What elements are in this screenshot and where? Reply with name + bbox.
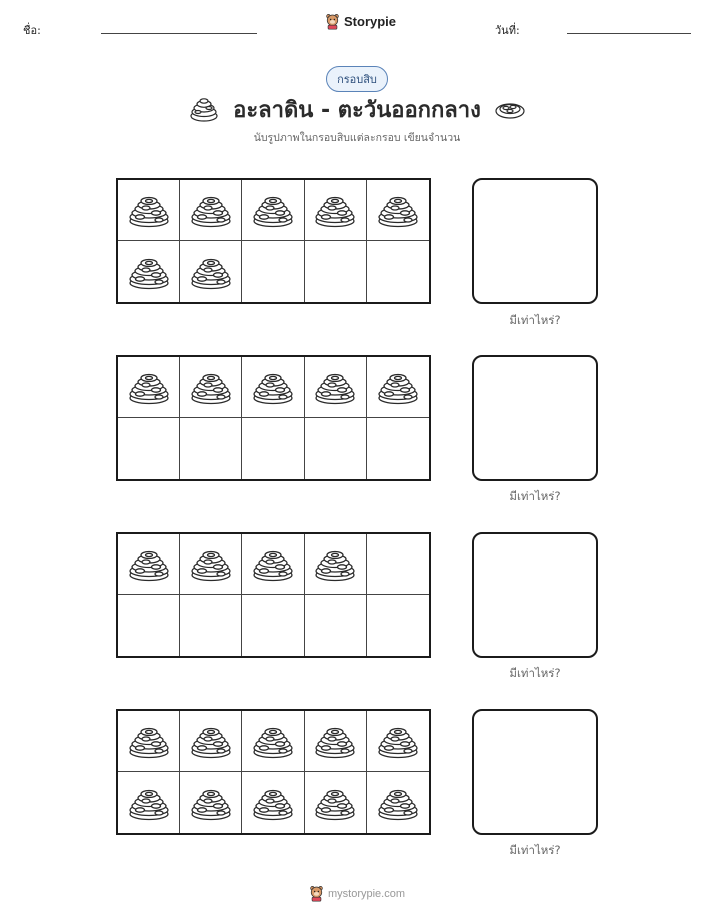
frame-cell xyxy=(305,180,367,241)
footer xyxy=(0,885,714,902)
frame-cell xyxy=(305,595,367,656)
frame-cell xyxy=(367,357,429,418)
frame-cell xyxy=(305,711,367,772)
frame-cell xyxy=(118,180,180,241)
frame-cell xyxy=(242,534,304,595)
frame-cell xyxy=(180,711,242,772)
frame-cell xyxy=(242,772,304,833)
frame-cell xyxy=(367,418,429,479)
frame-cell xyxy=(180,534,242,595)
coin-pile-icon xyxy=(127,367,171,407)
worksheet-type-badge: กรอบสิบ xyxy=(326,66,388,92)
coin-pile-icon xyxy=(251,367,295,407)
ten-frame-4 xyxy=(116,709,431,835)
ten-frame-1 xyxy=(116,178,431,304)
brand-logo xyxy=(325,13,396,30)
frame-cell xyxy=(367,772,429,833)
answer-box-1[interactable] xyxy=(472,178,598,304)
frame-cell xyxy=(242,595,304,656)
how-many-label-1: มีเท่าไหร่? xyxy=(509,313,561,327)
frame-cell xyxy=(118,418,180,479)
answer-box-4[interactable] xyxy=(472,709,598,835)
how-many-label-4: มีเท่าไหร่? xyxy=(509,843,561,857)
coin-pile-icon xyxy=(313,544,357,584)
frame-cell xyxy=(305,241,367,302)
frame-cell xyxy=(180,418,242,479)
coin-pile-icon xyxy=(313,721,357,761)
coin-pile-icon xyxy=(376,783,420,823)
frame-cell xyxy=(118,711,180,772)
coin-pile-icon xyxy=(127,190,171,230)
ten-frame-2 xyxy=(116,355,431,481)
coin-pile-icon xyxy=(127,721,171,761)
frame-cell xyxy=(180,357,242,418)
footer-url[interactable]: mystorypie.com xyxy=(327,887,406,900)
answer-box-2[interactable] xyxy=(472,355,598,481)
coin-pile-icon xyxy=(376,367,420,407)
frame-cell xyxy=(118,772,180,833)
answer-box-3[interactable] xyxy=(472,532,598,658)
frame-cell xyxy=(305,534,367,595)
coin-pile-icon xyxy=(189,721,233,761)
instructions: นับรูปภาพในกรอบสิบแต่ละกรอบ เขียนจำนวน xyxy=(253,132,461,144)
page-title: อะลาดิน - ตะวันออกกลาง xyxy=(233,97,481,123)
coin-pile-icon xyxy=(127,544,171,584)
coin-pile-icon xyxy=(127,252,171,292)
frame-cell xyxy=(118,534,180,595)
frame-cell xyxy=(305,418,367,479)
coin-pile-icon xyxy=(376,721,420,761)
date-line[interactable] xyxy=(567,33,691,34)
coin-pile-icon xyxy=(189,544,233,584)
frame-cell xyxy=(180,241,242,302)
coin-pile-icon xyxy=(189,367,233,407)
frame-cell xyxy=(118,357,180,418)
name-label: ชื่อ: xyxy=(23,24,41,37)
coin-pile-icon xyxy=(251,544,295,584)
ten-frame-3 xyxy=(116,532,431,658)
coin-plate-icon xyxy=(495,95,525,123)
frame-cell xyxy=(367,595,429,656)
frame-cell xyxy=(180,180,242,241)
frame-cell xyxy=(118,595,180,656)
frame-cell xyxy=(242,180,304,241)
frame-cell xyxy=(242,711,304,772)
frame-cell xyxy=(305,772,367,833)
frame-cell xyxy=(242,357,304,418)
coin-pile-icon xyxy=(189,190,233,230)
frame-cell xyxy=(180,772,242,833)
coin-pile-icon xyxy=(251,190,295,230)
title-row xyxy=(0,91,714,127)
mascot-icon xyxy=(309,885,324,902)
coin-pile-icon xyxy=(127,783,171,823)
frame-cell xyxy=(367,180,429,241)
coin-pile-icon xyxy=(189,252,233,292)
coin-pile-icon xyxy=(189,95,219,123)
coin-pile-icon xyxy=(189,783,233,823)
frame-cell xyxy=(118,241,180,302)
frame-cell xyxy=(367,241,429,302)
frame-cell xyxy=(367,534,429,595)
coin-pile-icon xyxy=(313,783,357,823)
frame-cell xyxy=(305,357,367,418)
coin-pile-icon xyxy=(251,783,295,823)
frame-cell xyxy=(242,418,304,479)
frame-cell xyxy=(242,241,304,302)
coin-pile-icon xyxy=(313,190,357,230)
date-label: วันที่: xyxy=(495,24,520,37)
coin-pile-icon xyxy=(251,721,295,761)
brand-name: Storypie xyxy=(344,14,397,29)
frame-cell xyxy=(367,711,429,772)
coin-pile-icon xyxy=(313,367,357,407)
frame-cell xyxy=(180,595,242,656)
mascot-icon xyxy=(325,13,340,30)
name-line[interactable] xyxy=(101,33,257,34)
how-many-label-2: มีเท่าไหร่? xyxy=(509,489,561,503)
how-many-label-3: มีเท่าไหร่? xyxy=(509,666,561,680)
coin-pile-icon xyxy=(376,190,420,230)
